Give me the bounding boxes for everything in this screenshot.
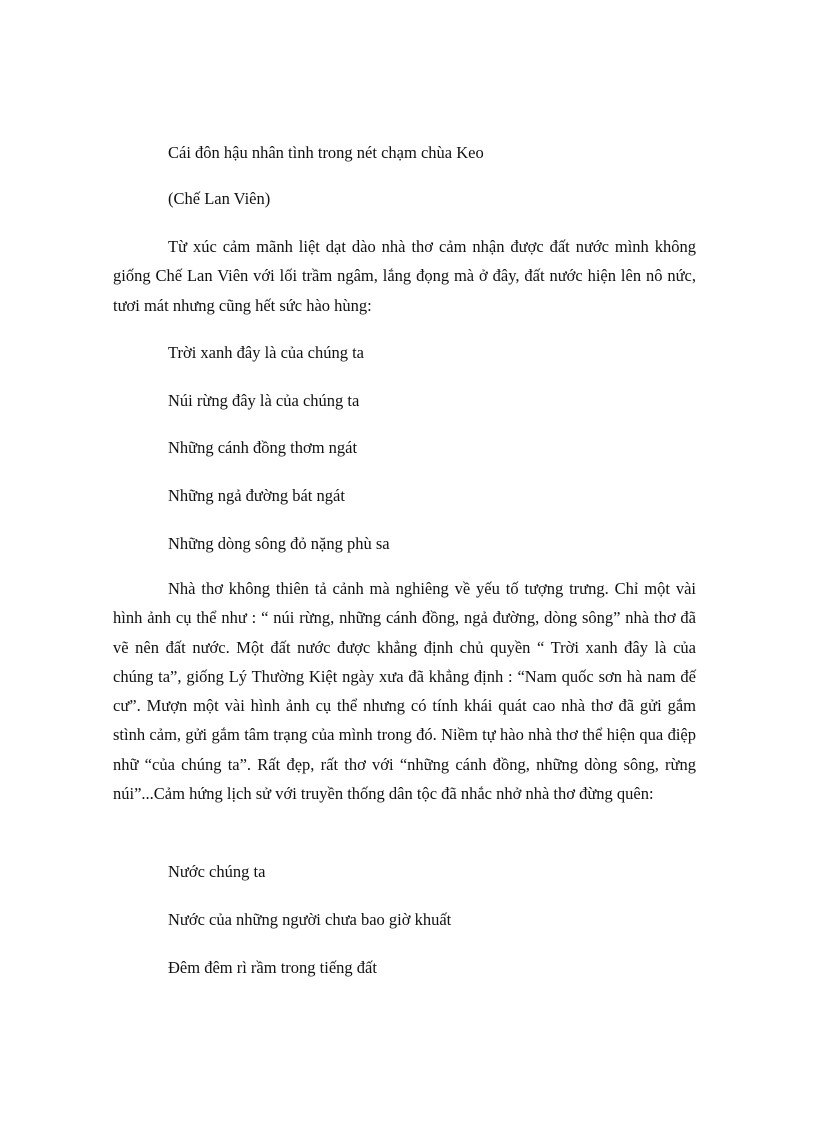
poem-line: Đêm đêm rì rầm trong tiếng đất: [168, 958, 377, 977]
poem-line: Trời xanh đây là của chúng ta: [168, 343, 364, 362]
poem-line: Nước của những người chưa bao giờ khuất: [168, 910, 452, 929]
author-attribution: (Chế Lan Viên): [168, 189, 271, 208]
poem-line: Những dòng sông đỏ nặng phù sa: [168, 534, 390, 553]
poem-line: Núi rừng đây là của chúng ta: [168, 391, 360, 410]
verse-line: Cái đôn hậu nhân tình trong nét chạm chùa Keo: [168, 143, 484, 162]
poem-line: Những cánh đồng thơm ngát: [168, 438, 358, 457]
poem-line: Những ngả đường bát ngát: [168, 486, 345, 505]
poem-line: Nước chúng ta: [168, 862, 266, 881]
body-paragraph: Từ xúc cảm mãnh liệt dạt dào nhà thơ cảm nhận được đất nước mình không giống Chế Lan Viên với lối trầm ngâm, lắng đọng mà ở đây, đất nước hiện lên nô nức, tươi mát nhưng cũng hết sức hào hùng:: [113, 237, 696, 315]
body-paragraph: Nhà thơ không thiên tả cảnh mà nghiêng về yếu tố tượng trưng. Chỉ một vài hình ảnh cụ thể như : “ núi rừng, những cánh đồng, ngả đường, dòng sông” nhà thơ đã vẽ nên đất nước. Một đất nước được khẳng định chủ quyền “ Trời xanh đây là của chúng ta”, giống Lý Thường Kiệt ngày xưa đã khẳng định : “Nam quốc sơn hà nam đế cư”. Mượn một vài hình ảnh cụ thể nhưng có tính khái quát cao nhà thơ đã gửi gắm stình cảm, gửi gắm tâm trạng của mình trong đó. Niềm tự hào nhà thơ thể hiện qua điệp nhữ “của chúng ta”. Rất đẹp, rất thơ với “những cánh đồng, những dòng sông, rừng núi”...Cảm hứng lịch sử với truyền thống dân tộc đã nhắc nhở nhà thơ đừng quên:: [113, 579, 696, 804]
